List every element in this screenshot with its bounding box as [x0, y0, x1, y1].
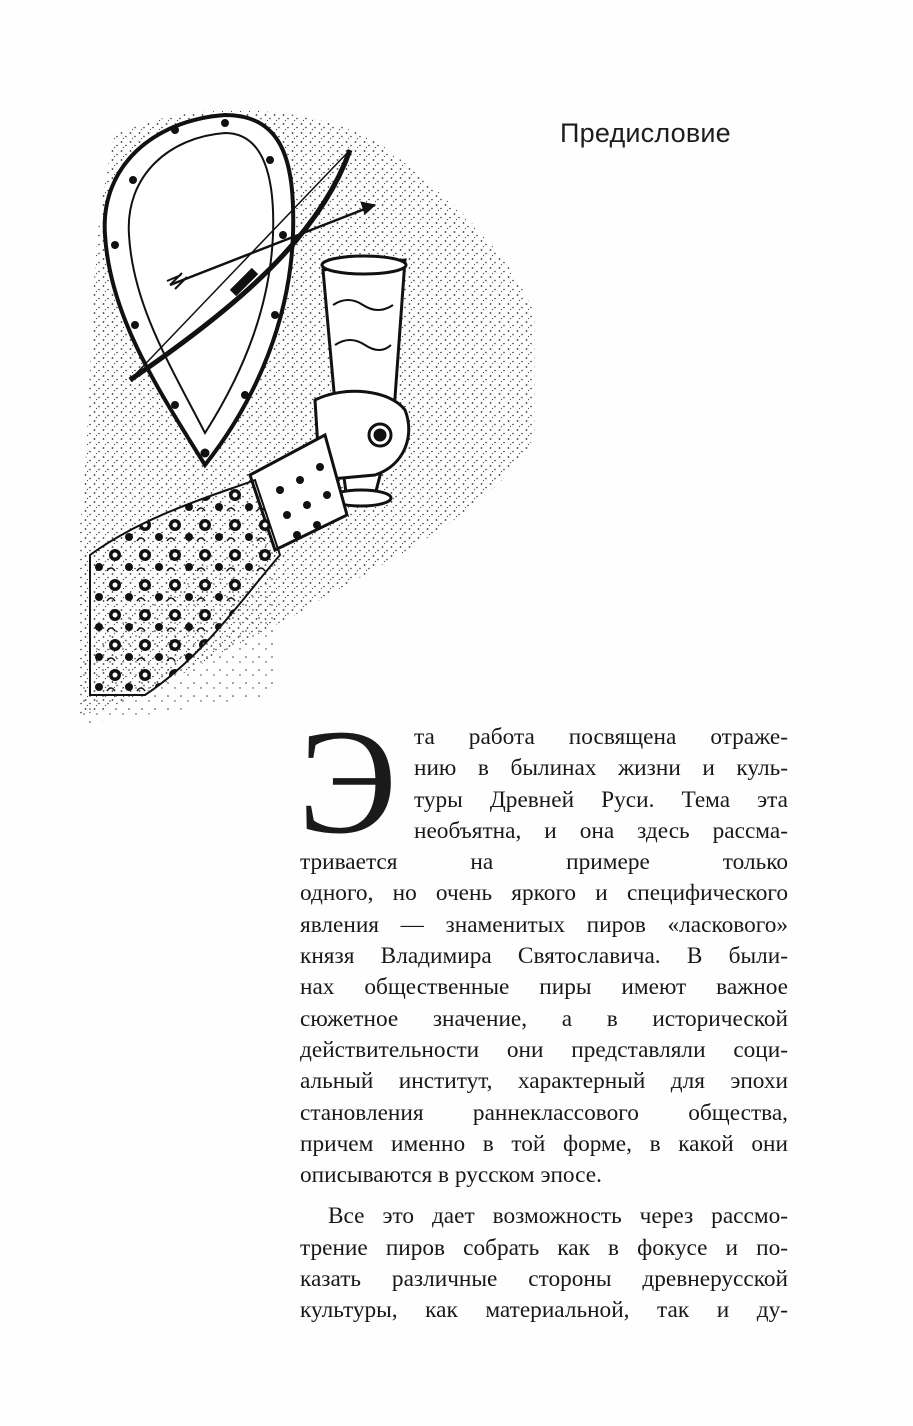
- text-line: нах общественные пиры имеют важное: [300, 974, 788, 1001]
- text-line: та работа посвящена отраже-: [414, 724, 788, 750]
- text-line: трение пиров собрать как в фокусе и по-: [300, 1234, 788, 1261]
- text-line: альный институт, характерный для эпохи: [300, 1068, 788, 1095]
- text-line: необъятна, и она здесь рассма-: [414, 817, 788, 844]
- text-line: культуры, как материальной, так и ду-: [300, 1297, 788, 1324]
- text-line: становления раннеклассового общества,: [300, 1099, 788, 1126]
- text-line: Все это дает возможность через рассмо-: [328, 1203, 788, 1230]
- paragraph-2: [300, 1201, 788, 1326]
- text-line: князя Владимира Святославича. В были-: [300, 943, 788, 970]
- text-line: казать различные стороны древнерусской: [300, 1266, 788, 1293]
- illustration-shield-bow-goblet: [75, 95, 545, 725]
- text-line: сюжетное значение, а в исторической: [300, 1005, 788, 1032]
- chapter-heading: Предисловие: [560, 118, 731, 148]
- text-line: нию в былинах жизни и куль-: [414, 755, 788, 782]
- text-line: тривается на примере только: [300, 849, 788, 876]
- drop-cap-letter: Э: [298, 699, 398, 865]
- paragraph-1: [298, 699, 788, 1191]
- text-line: одного, но очень яркого и специфического: [300, 880, 788, 907]
- text-line: действительности они представляли соци-: [300, 1036, 788, 1063]
- body-text: [298, 699, 788, 1327]
- text-line: описываются в русском эпосе.: [300, 1162, 602, 1189]
- text-line: явления — знаменитых пиров «ласкового»: [300, 911, 788, 938]
- text-line: причем именно в той форме, в какой они: [300, 1130, 788, 1157]
- text-line: туры Древней Руси. Тема эта: [414, 786, 788, 813]
